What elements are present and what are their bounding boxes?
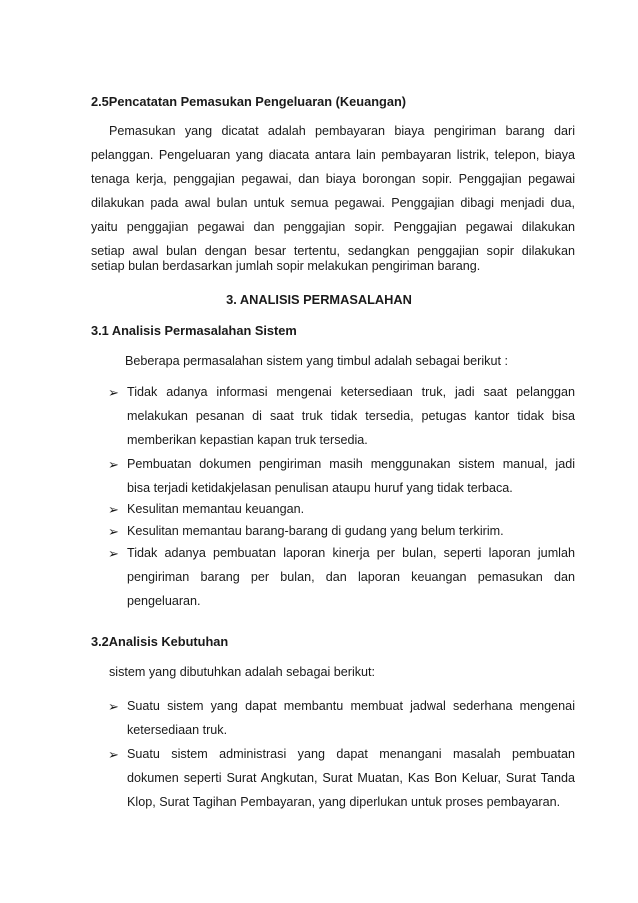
bullet-arrow-icon: ➢ — [108, 385, 119, 400]
bullet-line: ketersediaan truk. — [127, 723, 228, 737]
section-2-5-heading: 2.5Pencatatan Pemasukan Pengeluaran (Keuangan) — [91, 94, 407, 109]
bullet-line: Suatu sistem yang dapat membantu membuat jadwal sederhana mengenai — [127, 699, 575, 713]
paragraph-line: yaitu penggajian pegawai dan penggajian sopir. Penggajian pegawai dilakukan — [91, 220, 575, 234]
bullet-arrow-icon: ➢ — [108, 524, 119, 539]
bullet-line: Tidak adanya pembuatan laporan kinerja per bulan, seperti laporan jumlah — [127, 546, 575, 560]
bullet-arrow-icon: ➢ — [108, 747, 119, 762]
paragraph-line: Pemasukan yang dicatat adalah pembayaran biaya pengiriman barang dari — [109, 124, 575, 138]
bullet-line: dokumen seperti Surat Angkutan, Surat Muatan, Kas Bon Keluar, Surat Tanda — [127, 771, 575, 785]
bullet-line: Klop, Surat Tagihan Pembayaran, yang diperlukan untuk proses pembayaran. — [127, 795, 561, 809]
section-3-1-heading: 3.1 Analisis Permasalahan Sistem — [91, 323, 297, 338]
section-3-2-heading: 3.2Analisis Kebutuhan — [91, 634, 229, 649]
paragraph-line: dilakukan pada awal bulan untuk semua pegawai. Penggajian dibagi menjadi dua, — [91, 196, 575, 210]
bullet-line: bisa terjadi ketidakjelasan penulisan ataupu huruf yang tidak terbaca. — [127, 481, 513, 495]
chapter-title: 3. ANALISIS PERMASALAHAN — [226, 292, 412, 307]
bullet-arrow-icon: ➢ — [108, 546, 119, 561]
section-intro: sistem yang dibutuhkan adalah sebagai berikut: — [109, 665, 376, 679]
bullet-line: memberikan kepastian kapan truk tersedia. — [127, 433, 368, 447]
bullet-line: melakukan pesanan di saat truk tidak tersedia, petugas kantor tidak bisa — [127, 409, 575, 423]
bullet-line: Kesulitan memantau keuangan. — [127, 502, 305, 516]
paragraph-line: setiap awal bulan dengan besar tertentu, sedangkan penggajian sopir dilakukan — [91, 244, 575, 258]
paragraph-line: pelanggan. Pengeluaran yang diacata antara lain pembayaran listrik, telepon, biaya — [91, 148, 575, 162]
paragraph-line: tenaga kerja, penggajian pegawai, dan biaya borongan sopir. Penggajian pegawai — [91, 172, 575, 186]
paragraph-line: setiap bulan berdasarkan jumlah sopir melakukan pengiriman barang. — [91, 259, 481, 273]
bullet-line: Kesulitan memantau barang-barang di gudang yang belum terkirim. — [127, 524, 504, 538]
section-intro: Beberapa permasalahan sistem yang timbul adalah sebagai berikut : — [125, 354, 508, 368]
bullet-arrow-icon: ➢ — [108, 457, 119, 472]
bullet-line: pengiriman barang per bulan, dan laporan keuangan pemasukan dan — [127, 570, 575, 584]
bullet-line: Tidak adanya informasi mengenai ketersediaan truk, jadi saat pelanggan — [127, 385, 575, 399]
bullet-arrow-icon: ➢ — [108, 502, 119, 517]
bullet-arrow-icon: ➢ — [108, 699, 119, 714]
bullet-line: pengeluaran. — [127, 594, 201, 608]
bullet-line: Pembuatan dokumen pengiriman masih menggunakan sistem manual, jadi — [127, 457, 575, 471]
bullet-line: Suatu sistem administrasi yang dapat menangani masalah pembuatan — [127, 747, 575, 761]
